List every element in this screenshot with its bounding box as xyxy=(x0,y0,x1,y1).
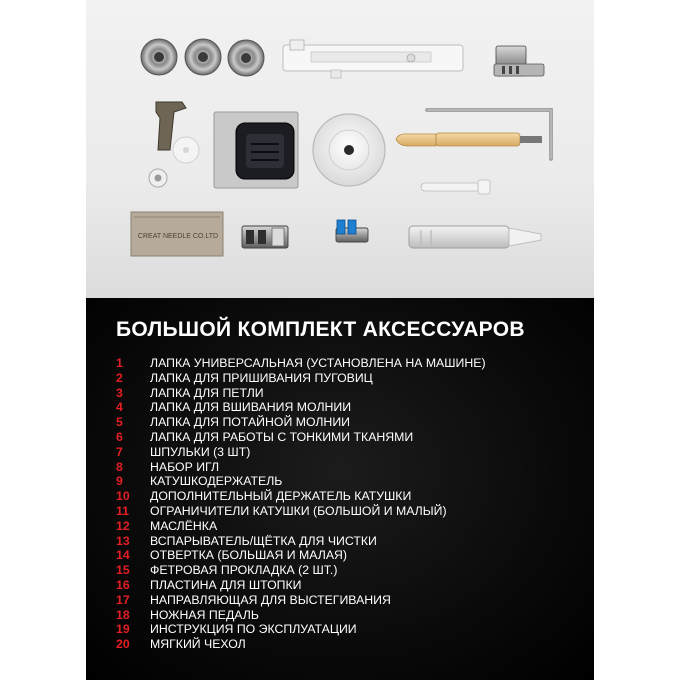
item-text: МЯГКИЙ ЧЕХОЛ xyxy=(150,637,246,652)
item-text: ЛАПКА УНИВЕРСАЛЬНАЯ (УСТАНОВЛЕНА НА МАШИНЕ) xyxy=(150,356,486,370)
accessories-list xyxy=(116,356,486,652)
item-text: ОТВЕРТКА (БОЛЬШАЯ И МАЛАЯ) xyxy=(150,548,348,563)
item-number: 9 xyxy=(116,474,123,489)
list-item xyxy=(116,622,486,637)
item-number: 20 xyxy=(116,637,130,652)
item-number: 11 xyxy=(116,503,129,518)
darning-plate xyxy=(214,112,298,188)
item-number: 4 xyxy=(116,400,123,415)
item-text: НАБОР ИГЛ xyxy=(150,459,220,474)
item-text: ШПУЛЬКИ (3 ШТ) xyxy=(150,444,251,459)
item-text: ИНСТРУКЦИЯ ПО ЭКСПЛУАТАЦИИ xyxy=(150,622,357,637)
buttonhole-foot xyxy=(283,40,463,78)
item-number: 1 xyxy=(116,356,123,370)
item-number: 12 xyxy=(116,518,130,533)
item-number: 17 xyxy=(116,592,130,607)
list-item xyxy=(116,474,486,489)
item-text: ЛАПКА ДЛЯ ПРИШИВАНИЯ ПУГОВИЦ xyxy=(150,370,373,385)
bobbin-2 xyxy=(185,39,221,75)
item-text: ЛАПКА ДЛЯ ПЕТЛИ xyxy=(150,385,264,400)
list-item xyxy=(116,637,486,652)
large-spool-cap xyxy=(313,114,385,186)
item-number: 16 xyxy=(116,577,130,592)
item-text: НОЖНАЯ ПЕДАЛЬ xyxy=(150,607,259,622)
needle-pack-label: CREAT NEEDLE CO.LTD xyxy=(137,233,219,240)
item-number: 6 xyxy=(116,429,123,444)
list-item xyxy=(116,430,486,445)
item-text: ОГРАНИЧИТЕЛИ КАТУШКИ (БОЛЬШОЙ И МАЛЫЙ) xyxy=(150,503,447,518)
accessories-illustration xyxy=(86,0,594,298)
item-text: ФЕТРОВАЯ ПРОКЛАДКА (2 ШТ.) xyxy=(150,563,338,578)
item-text: ПЛАСТИНА ДЛЯ ШТОПКИ xyxy=(150,577,302,592)
list-item xyxy=(116,460,486,475)
item-text: ВСПАРЫВАТЕЛЬ/ЩЁТКА ДЛЯ ЧИСТКИ xyxy=(150,533,377,548)
item-text: КАТУШКОДЕРЖАТЕЛЬ xyxy=(150,474,283,489)
list-item xyxy=(116,415,486,430)
list-item xyxy=(116,593,486,608)
accessories-photo xyxy=(86,0,594,298)
spool-pin xyxy=(421,180,490,194)
accessories-panel xyxy=(86,298,594,680)
item-number: 8 xyxy=(116,459,123,474)
zipper-foot xyxy=(494,46,544,76)
list-item xyxy=(116,356,486,371)
list-item xyxy=(116,445,486,460)
list-item xyxy=(116,504,486,519)
item-number: 18 xyxy=(116,607,130,622)
item-text: ЛАПКА ДЛЯ ПОТАЙНОЙ МОЛНИИ xyxy=(150,415,350,430)
item-number: 14 xyxy=(116,548,130,563)
item-text: НАПРАВЛЯЮЩАЯ ДЛЯ ВЫСТЕГИВАНИЯ xyxy=(150,592,391,607)
item-number: 19 xyxy=(116,622,130,637)
list-item xyxy=(116,386,486,401)
bobbin-1 xyxy=(141,39,177,75)
item-number: 10 xyxy=(116,489,130,504)
list-item xyxy=(116,400,486,415)
item-number: 7 xyxy=(116,444,123,459)
item-number: 13 xyxy=(116,533,130,548)
felt-pad xyxy=(173,137,199,163)
product-card xyxy=(86,0,594,680)
list-item xyxy=(116,489,486,504)
list-item xyxy=(116,534,486,549)
oiler xyxy=(409,226,541,248)
list-item xyxy=(116,563,486,578)
item-number: 2 xyxy=(116,370,123,385)
list-item xyxy=(116,548,486,563)
item-text: ДОПОЛНИТЕЛЬНЫЙ ДЕРЖАТЕЛЬ КАТУШКИ xyxy=(150,489,412,504)
item-number: 15 xyxy=(116,563,130,578)
list-item xyxy=(116,608,486,623)
item-number: 5 xyxy=(116,415,123,430)
bobbin-3 xyxy=(228,40,264,76)
item-text: МАСЛЁНКА xyxy=(150,518,218,533)
list-item xyxy=(116,578,486,593)
list-item xyxy=(116,519,486,534)
list-item xyxy=(116,371,486,386)
needle-pack xyxy=(131,212,223,256)
button-sewing-foot xyxy=(242,226,288,248)
seam-ripper-brush xyxy=(396,133,542,146)
blind-zipper-foot xyxy=(336,220,368,242)
section-title: БОЛЬШОЙ КОМПЛЕКТ АКСЕССУАРОВ xyxy=(116,318,525,341)
item-number: 3 xyxy=(116,385,123,400)
item-text: ЛАПКА ДЛЯ РАБОТЫ С ТОНКИМИ ТКАНЯМИ xyxy=(150,429,414,444)
small-spool-cap xyxy=(149,169,167,187)
item-text: ЛАПКА ДЛЯ ВШИВАНИЯ МОЛНИИ xyxy=(150,400,352,415)
